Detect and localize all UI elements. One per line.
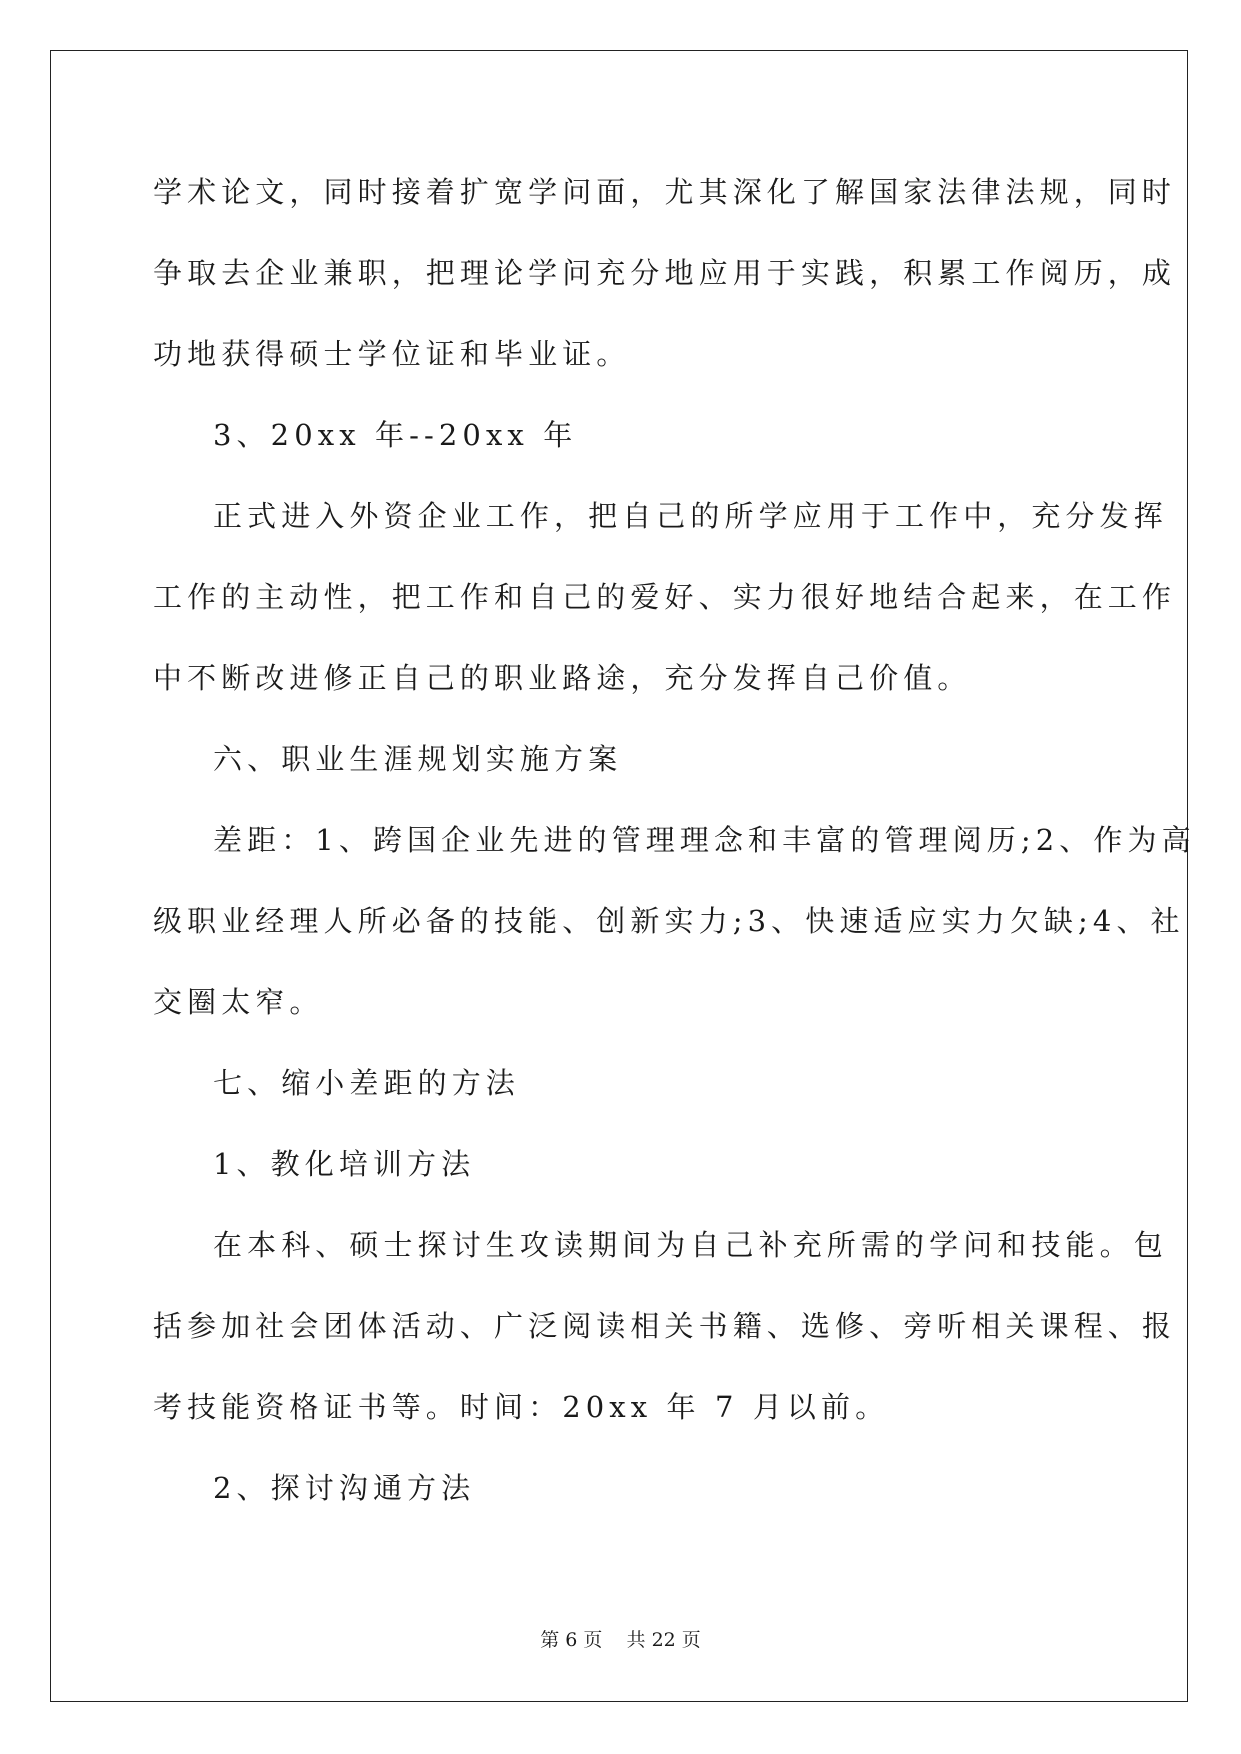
body-line: 中不断改进修正自己的职业路途，充分发挥自己价值。 bbox=[153, 661, 972, 695]
page-total: 共 22 页 bbox=[626, 1629, 701, 1651]
section-heading: 七、缩小差距的方法 bbox=[213, 1066, 520, 1100]
body-line: 争取去企业兼职，把理论学问充分地应用于实践，积累工作阅历，成 bbox=[153, 256, 1177, 290]
body-line: 学术论文，同时接着扩宽学问面，尤其深化了解国家法律法规，同时 bbox=[153, 175, 1177, 209]
body-line: 在本科、硕士探讨生攻读期间为自己补充所需的学问和技能。包 bbox=[213, 1228, 1168, 1262]
body-line: 工作的主动性，把工作和自己的爱好、实力很好地结合起来，在工作 bbox=[153, 580, 1177, 614]
section-heading: 3、20xx 年--20xx 年 bbox=[213, 418, 578, 452]
page-footer bbox=[0, 1625, 1241, 1652]
body-line: 正式进入外资企业工作，把自己的所学应用于工作中，充分发挥 bbox=[213, 499, 1168, 533]
page-number: 第 6 页 bbox=[540, 1629, 603, 1651]
body-line: 考技能资格证书等。时间：20xx 年 7 月以前。 bbox=[153, 1390, 890, 1424]
section-heading: 六、职业生涯规划实施方案 bbox=[213, 742, 623, 776]
body-line: 级职业经理人所必备的技能、创新实力;3、快速适应实力欠缺;4、社 bbox=[153, 904, 1185, 938]
body-line: 交圈太窄。 bbox=[153, 985, 324, 1019]
body-line: 功地获得硕士学位证和毕业证。 bbox=[153, 337, 631, 371]
section-heading: 2、探讨沟通方法 bbox=[213, 1471, 476, 1505]
body-line: 括参加社会团体活动、广泛阅读相关书籍、选修、旁听相关课程、报 bbox=[153, 1309, 1177, 1343]
page-border bbox=[50, 50, 1188, 1702]
body-line: 差距：1、跨国企业先进的管理理念和丰富的管理阅历;2、作为高 bbox=[213, 823, 1196, 857]
section-heading: 1、教化培训方法 bbox=[213, 1147, 476, 1181]
